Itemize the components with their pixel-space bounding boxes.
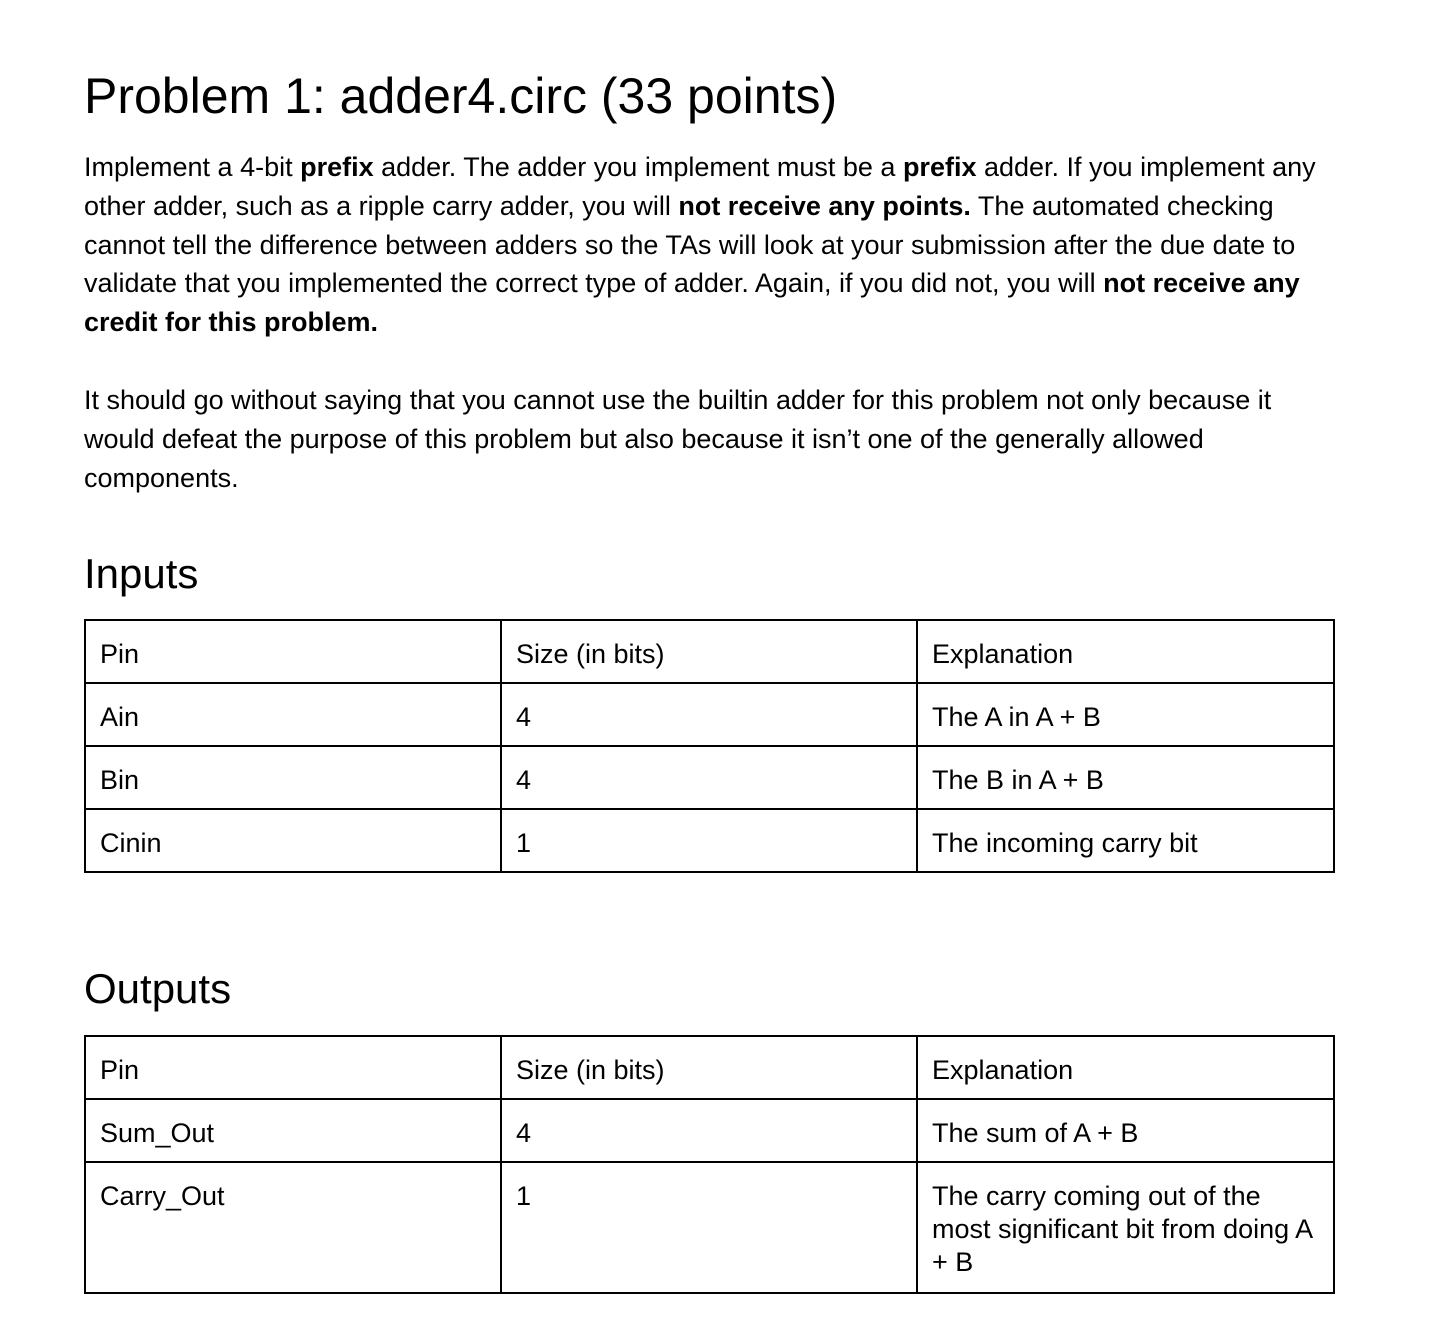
inputs-header-row <box>85 620 1334 683</box>
explanation-cell: The carry coming out of the most significant bit from doing A + B <box>917 1162 1334 1293</box>
outputs-header-size: Size (in bits) <box>501 1036 917 1099</box>
size-cell: 4 <box>501 683 917 746</box>
inputs-header-explanation: Explanation <box>917 620 1334 683</box>
table-row <box>85 746 1334 809</box>
size-cell: 4 <box>501 1099 917 1162</box>
table-row <box>85 809 1334 872</box>
instructions-bold-no-points: not receive any points. <box>678 190 971 221</box>
instructions-text-3: adder. If you implement any other adder, such as a ripple carry adder, you will <box>84 152 1316 221</box>
explanation-cell: The sum of A + B <box>917 1099 1334 1162</box>
instructions-text-1: Implement a 4-bit <box>84 152 301 182</box>
instructions-bold-prefix-1: prefix <box>300 152 374 182</box>
instructions-text-2: adder. The adder you implement must be a <box>373 152 903 182</box>
outputs-table <box>84 1035 1335 1294</box>
problem-title: Problem 1: adder4.circ (33 points) <box>84 68 838 124</box>
inputs-heading: Inputs <box>84 550 199 597</box>
pin-cell: Ain <box>85 683 501 746</box>
table-row <box>85 1099 1334 1162</box>
inputs-header-pin: Pin <box>85 620 501 683</box>
explanation-cell: The incoming carry bit <box>917 809 1334 872</box>
inputs-header-size: Size (in bits) <box>501 620 917 683</box>
inputs-table <box>84 619 1335 873</box>
outputs-heading: Outputs <box>84 965 232 1012</box>
pin-cell: Bin <box>85 746 501 809</box>
pin-cell: Cinin <box>85 809 501 872</box>
outputs-header-explanation: Explanation <box>917 1036 1334 1099</box>
table-row <box>85 1162 1334 1293</box>
instructions-text-4: The automated checking cannot tell the difference between adders so the TAs will look at your submission after the due date to validate that you implemented the correct type of adder. Again, if you did not, you will <box>84 190 1296 299</box>
size-cell: 4 <box>501 746 917 809</box>
instructions-bold-no-credit: not receive any credit for this problem. <box>84 268 1300 338</box>
table-row <box>85 683 1334 746</box>
explanation-cell: The B in A + B <box>917 746 1334 809</box>
size-cell: 1 <box>501 1162 917 1293</box>
outputs-header-pin: Pin <box>85 1036 501 1099</box>
pin-cell: Sum_Out <box>85 1099 501 1162</box>
builtin-adder-paragraph: It should go without saying that you cannot use the builtin adder for this problem not only because it would defeat the purpose of this problem but also because it isn’t one of the generally allowed components. <box>84 385 1272 493</box>
size-cell: 1 <box>501 809 917 872</box>
explanation-cell: The A in A + B <box>917 683 1334 746</box>
outputs-header-row <box>85 1036 1334 1099</box>
instructions-bold-prefix-2: prefix <box>902 152 977 182</box>
instructions-paragraph <box>84 148 1334 342</box>
pin-cell: Carry_Out <box>85 1162 501 1293</box>
